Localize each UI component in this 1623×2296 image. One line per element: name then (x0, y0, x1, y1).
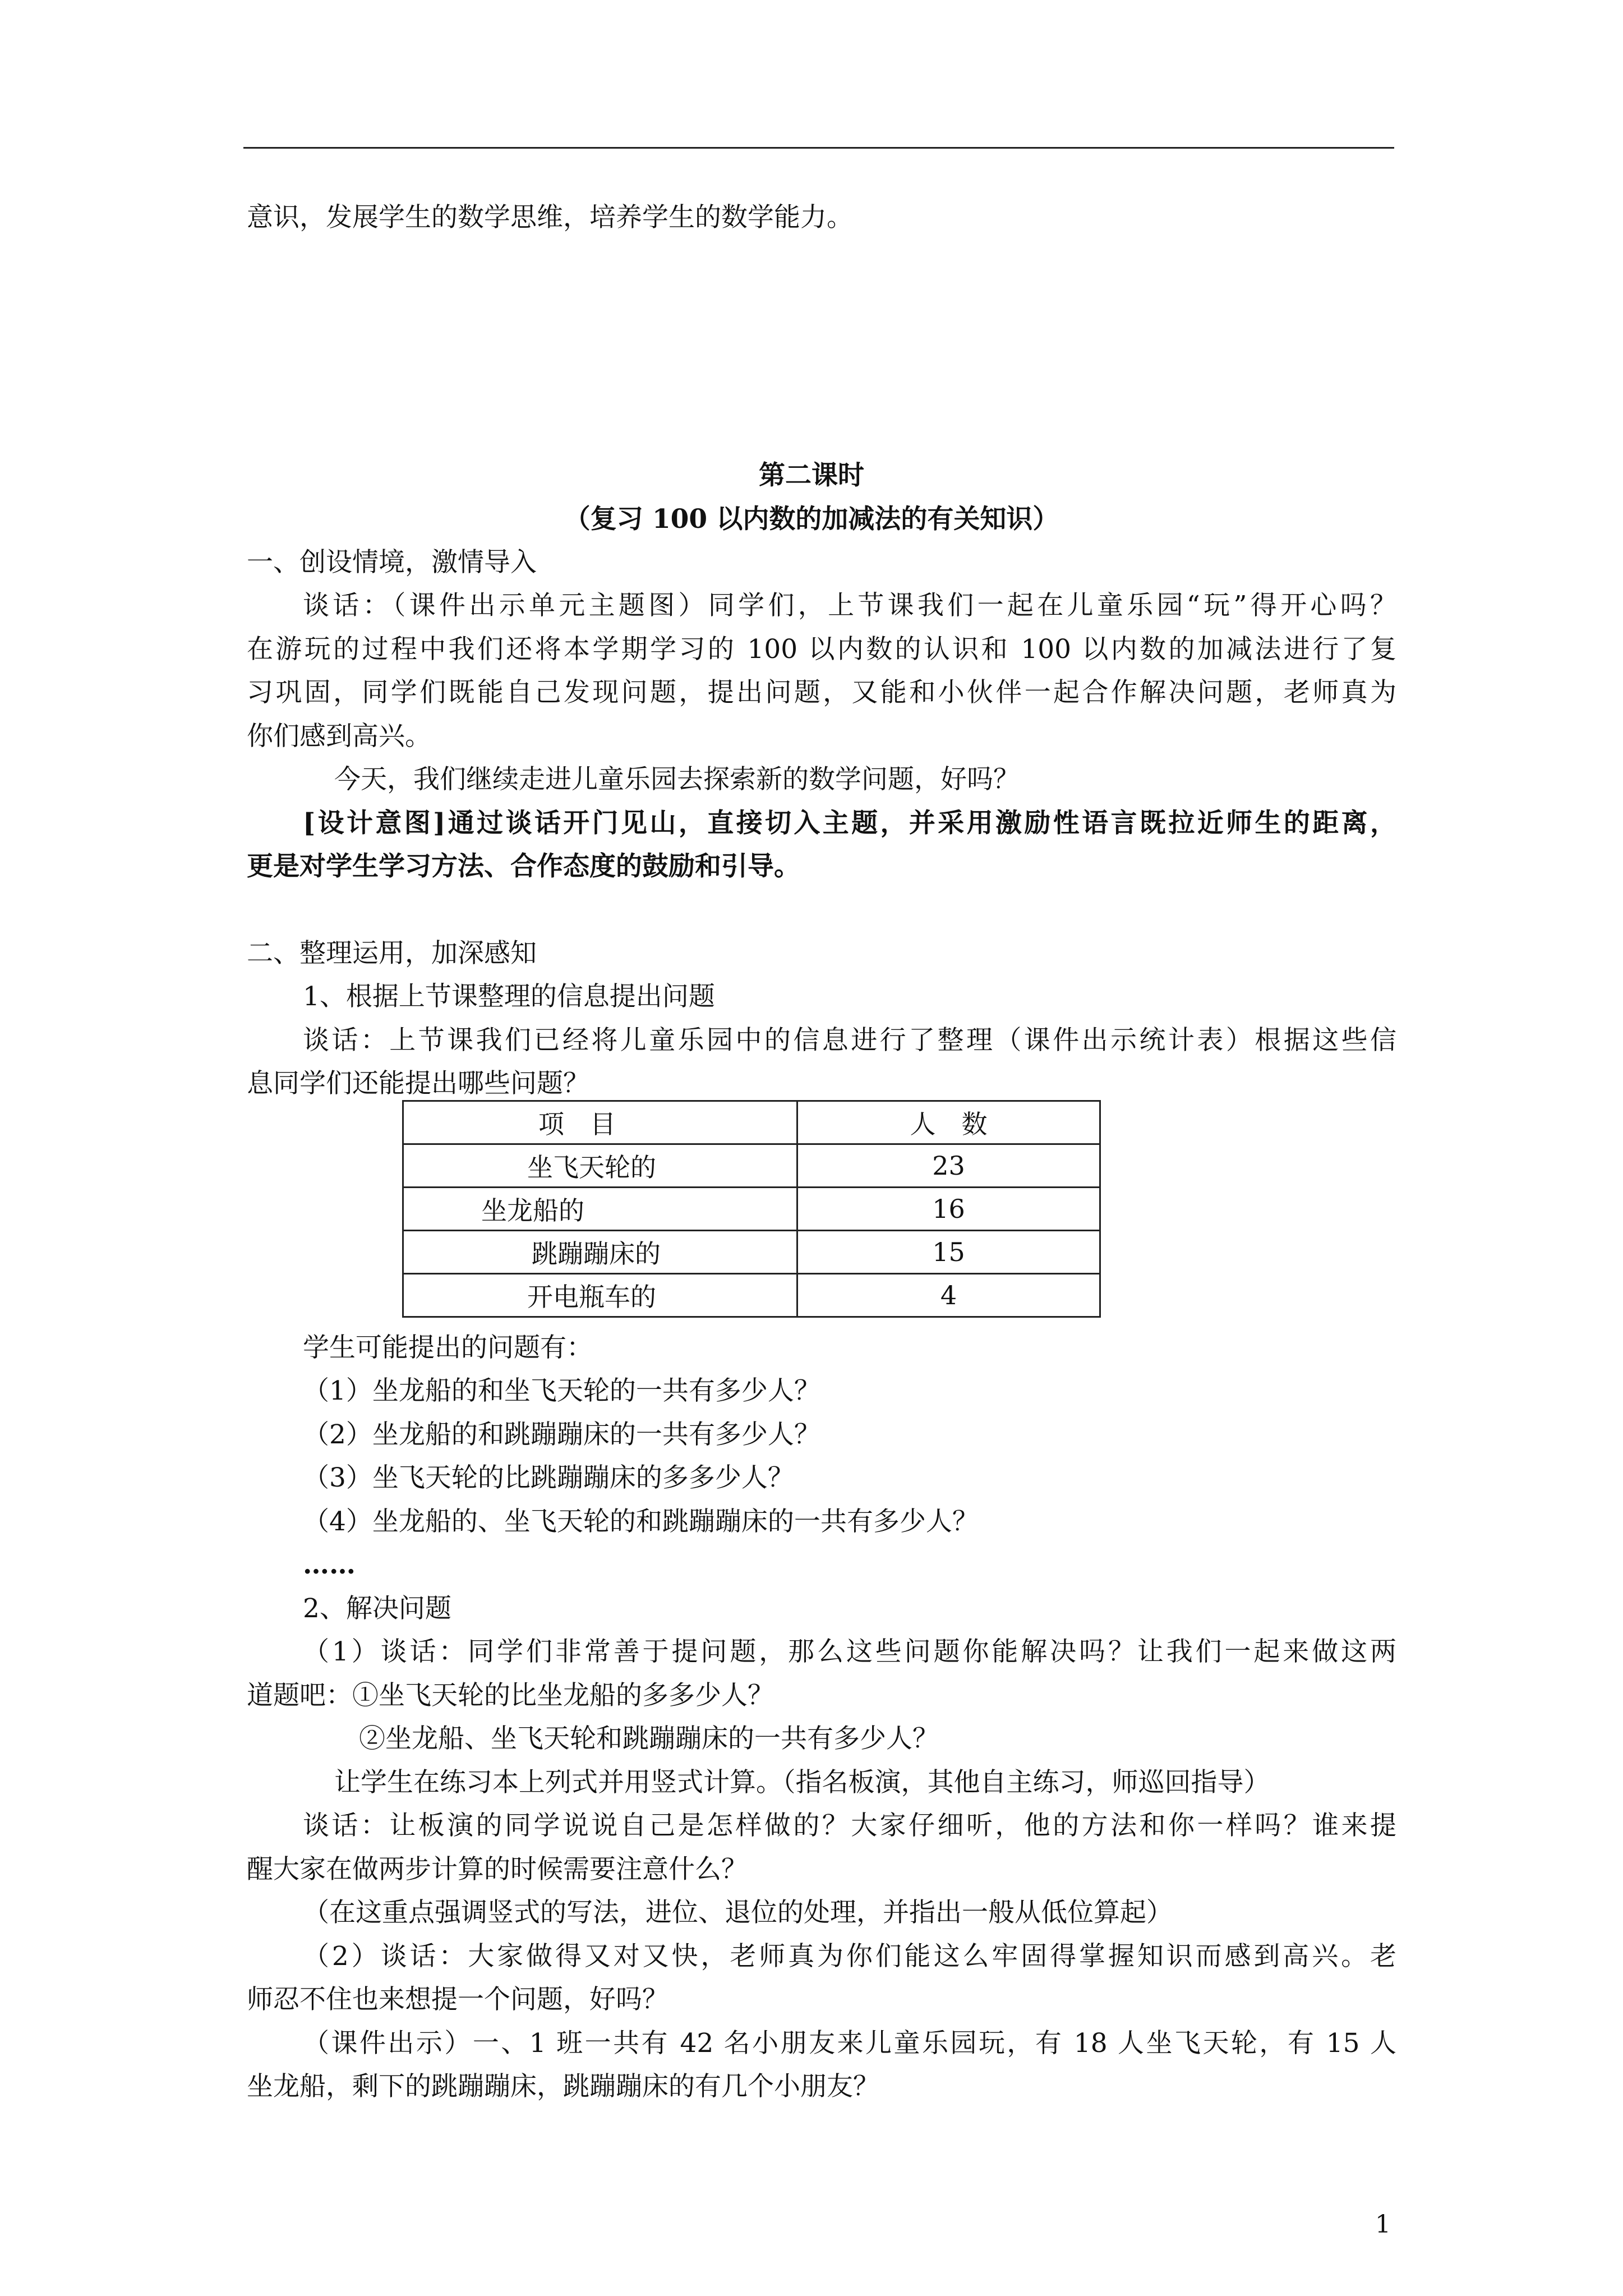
row-item: 坐龙船的 (481, 1195, 584, 1226)
lesson-subtitle: （复习 100 以内数的加减法的有关知识） (564, 504, 1059, 535)
subsection-heading: 1、根据上节课整理的信息提出问题 (303, 981, 715, 1012)
subsection-heading: 2、解决问题 (303, 1593, 451, 1624)
question-item: （2）坐龙船的和跳蹦蹦床的一共有多少人？ (303, 1419, 820, 1450)
table-header-cell (403, 1101, 797, 1144)
paragraph-line: 师忍不住也来想提一个问题，好吗？ (247, 1984, 668, 2015)
row-item: 跳蹦蹦床的 (532, 1239, 661, 1269)
paragraph-line: 你们感到高兴。 (247, 721, 431, 752)
paragraph-line: 今天，我们继续走进儿童乐园去探索新的数学问题，好吗？ (334, 764, 1020, 795)
paragraph-line: （课件出示）一、1 班一共有 42 名小朋友来儿童乐园玩，有 18 人坐飞天轮，有 15 人 (303, 2028, 1396, 2059)
paragraph-line: 谈话：上节课我们已经将儿童乐园中的信息进行了整理（课件出示统计表）根据这些信 (303, 1025, 1396, 1056)
statistics-table (402, 1100, 1101, 1318)
table-row (403, 1188, 1100, 1231)
header-rule (243, 147, 1394, 149)
table-row (403, 1144, 1100, 1188)
paragraph-line: （1）谈话：同学们非常善于提问题，那么这些问题你能解决吗？让我们一起来做这两 (303, 1636, 1396, 1667)
ellipsis: …… (303, 1549, 356, 1580)
paragraph-line: 学生可能提出的问题有： (303, 1332, 593, 1363)
paragraph-line: 道题吧：①坐飞天轮的比坐龙船的多多少人？ (247, 1680, 774, 1711)
design-intent: 更是对学生学习方法、合作态度的鼓励和引导。 (247, 851, 800, 882)
header-item-label: 项 目 (538, 1109, 616, 1139)
question-item: （3）坐飞天轮的比跳蹦蹦床的多多少人？ (303, 1462, 794, 1493)
table-header-row (403, 1101, 1100, 1144)
table-row (403, 1231, 1100, 1274)
design-intent: [设计意图]通过谈话开门见山，直接切入主题，并采用激励性语言既拉近师生的距离， (303, 808, 1396, 839)
paragraph-line: 让学生在练习本上列式并用竖式计算。（指名板演，其他自主练习，师巡回指导） (334, 1767, 1270, 1798)
row-item: 坐飞天轮的 (527, 1152, 656, 1182)
question-item: （1）坐龙船的和坐飞天轮的一共有多少人？ (303, 1375, 820, 1406)
question-item: （4）坐龙船的、坐飞天轮的和跳蹦蹦床的一共有多少人？ (303, 1506, 979, 1537)
paragraph-line: 在游玩的过程中我们还将本学期学习的 100 以内数的认识和 100 以内数的加减法进行了复 (247, 634, 1396, 665)
table-row (403, 1274, 1100, 1317)
row-item: 开电瓶车的 (527, 1282, 656, 1312)
paragraph-line: 意识，发展学生的数学思维，培养学生的数学能力。 (247, 202, 853, 233)
row-count: 16 (797, 1188, 1100, 1231)
paragraph-line: 坐龙船，剩下的跳蹦蹦床，跳蹦蹦床的有几个小朋友？ (247, 2071, 879, 2102)
paragraph-line: ②坐龙船、坐飞天轮和跳蹦蹦床的一共有多少人？ (359, 1723, 939, 1754)
table-header-cell: 人 数 (797, 1101, 1100, 1144)
paragraph-line: 息同学们还能提出哪些问题？ (247, 1068, 589, 1099)
paragraph-line: 谈话：（课件出示单元主题图）同学们，上节课我们一起在儿童乐园“玩”得开心吗？ (303, 590, 1396, 621)
row-count: 4 (797, 1274, 1100, 1317)
paragraph-line: 醒大家在做两步计算的时候需要注意什么？ (247, 1854, 748, 1885)
paragraph-line: 习巩固，同学们既能自己发现问题，提出问题，又能和小伙伴一起合作解决问题，老师真为 (247, 677, 1396, 708)
paragraph-line: 谈话：让板演的同学说说自己是怎样做的？大家仔细听，他的方法和你一样吗？谁来提 (303, 1810, 1396, 1841)
section-heading: 一、创设情境，激情导入 (247, 547, 537, 578)
row-count: 23 (797, 1144, 1100, 1188)
paragraph-line: （在这重点强调竖式的写法，进位、退位的处理，并指出一般从低位算起） (303, 1897, 1173, 1928)
page-number: 1 (1375, 2210, 1391, 2239)
row-count: 15 (797, 1231, 1100, 1274)
lesson-title: 第二课时 (759, 460, 864, 491)
paragraph-line: （2）谈话：大家做得又对又快，老师真为你们能这么牢固得掌握知识而感到高兴。老 (303, 1941, 1396, 1972)
section-heading: 二、整理运用，加深感知 (247, 938, 537, 969)
